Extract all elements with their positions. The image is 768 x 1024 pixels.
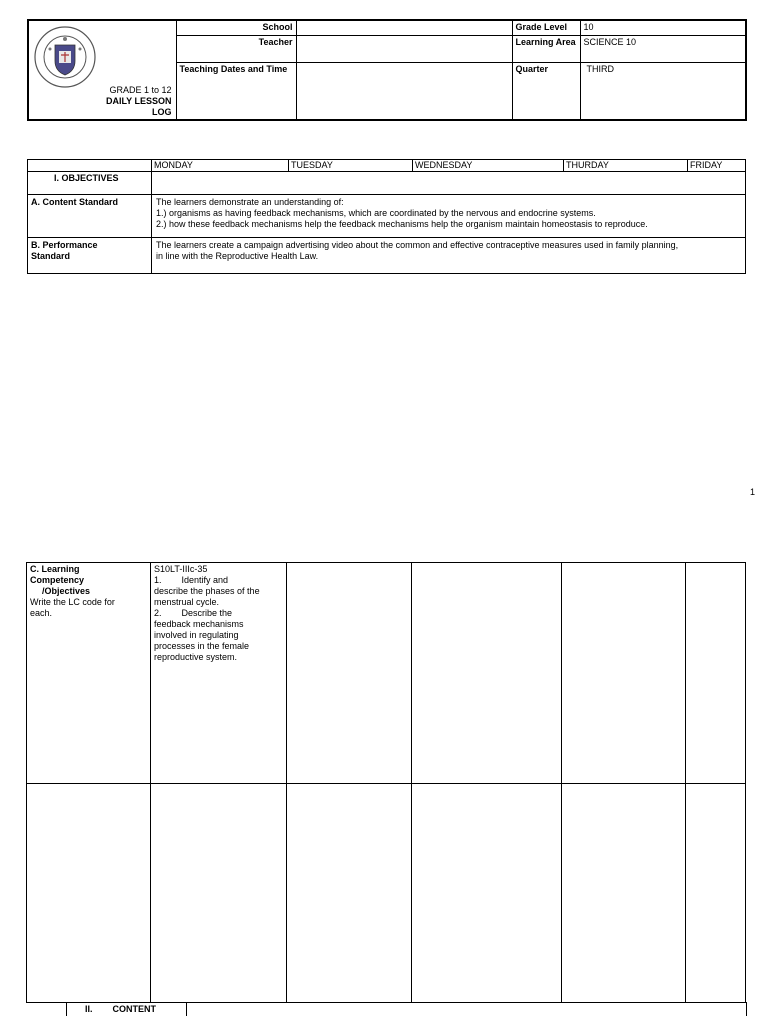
lc-code: S10LT-IIIc-35 (154, 564, 208, 574)
blank-label-cell (27, 784, 151, 1003)
teacher-value[interactable] (296, 36, 512, 63)
competency-label-line3: /Objectives (42, 586, 91, 596)
teacher-label: Teacher (176, 36, 296, 63)
performance-standard-text (152, 238, 746, 274)
content-standard-line: 1.) organisms as having feedback mechanisms, which are coordinated by the nervous and endocrine systems. (156, 208, 596, 218)
objectives-heading-fill (152, 172, 746, 195)
content-standard-line: 2.) how these feedback mechanisms help the feedback mechanisms help the organism maintain homeostasis to reproduce. (156, 219, 648, 229)
performance-standard-line: in line with the Reproductive Health Law. (156, 251, 319, 261)
content-table (66, 1002, 747, 1016)
content-standard-text (152, 195, 746, 238)
competency-thursday-cell (562, 563, 686, 784)
blank-friday-cell (686, 784, 746, 1003)
objective-line: feedback mechanisms (154, 619, 244, 629)
objectives-table (27, 159, 746, 274)
objective-line: 2. Describe the (154, 608, 233, 618)
day-header-thursday: THURDAY (564, 160, 688, 172)
blank-wednesday-cell (412, 784, 562, 1003)
performance-standard-label-line2: Standard (31, 251, 71, 261)
competency-tuesday-cell (287, 563, 412, 784)
learning-area-label: Learning Area (512, 36, 580, 63)
day-header-tuesday: TUESDAY (289, 160, 413, 172)
content-standard-line: The learners demonstrate an understanding of: (156, 197, 344, 207)
dates-value[interactable] (296, 63, 512, 121)
competency-note-line2: each. (30, 608, 53, 618)
log-title-line1: DAILY LESSON (105, 96, 172, 106)
objective-line: menstrual cycle. (154, 597, 220, 607)
school-label: School (176, 20, 296, 36)
competency-label-line2: Competency (30, 575, 85, 585)
deped-seal-logo (33, 25, 97, 89)
grade-line: GRADE 1 to 12 (109, 85, 172, 95)
header-table (27, 19, 747, 121)
day-header-wednesday: WEDNESDAY (413, 160, 564, 172)
log-title-line2: LOG (152, 107, 172, 117)
school-value[interactable] (296, 20, 512, 36)
dates-label: Teaching Dates and Time (176, 63, 296, 121)
quarter-value[interactable]: THIRD (580, 63, 746, 121)
objective-line: reproductive system. (154, 652, 238, 662)
content-heading-fill (187, 1003, 747, 1017)
competency-friday-cell (686, 563, 746, 784)
competency-wednesday-cell (412, 563, 562, 784)
learning-area-value[interactable]: SCIENCE 10 (580, 36, 746, 63)
objective-line: describe the phases of the (154, 586, 260, 596)
content-standard-label: A. Content Standard (28, 195, 152, 238)
grade-level-value[interactable]: 10 (580, 20, 746, 36)
performance-standard-line: The learners create a campaign advertising video about the common and effective contraceptive measures used in family planning, (156, 240, 679, 250)
objective-line: 1. Identify and (154, 575, 229, 585)
objective-line: processes in the female (154, 641, 250, 651)
day-header-monday: MONDAY (152, 160, 289, 172)
blank-thursday-cell (562, 784, 686, 1003)
day-header-friday: FRIDAY (688, 160, 746, 172)
blank-tuesday-cell (287, 784, 412, 1003)
objectives-heading: I. OBJECTIVES (28, 172, 152, 195)
content-heading: II. CONTENT (67, 1003, 187, 1017)
quarter-label: Quarter (512, 63, 580, 121)
objective-line: involved in regulating (154, 630, 239, 640)
corner-cell (28, 160, 152, 172)
grade-level-label: Grade Level (512, 20, 580, 36)
page-number: 1 (750, 487, 756, 497)
competency-label-line1: C. Learning (30, 564, 80, 574)
blank-monday-cell (151, 784, 287, 1003)
logo-cell (28, 20, 176, 120)
competency-monday-cell (151, 563, 287, 784)
performance-standard-label-line1: B. Performance (31, 240, 98, 250)
competency-label-cell (27, 563, 151, 784)
performance-standard-label (28, 238, 152, 274)
competency-note-line1: Write the LC code for (30, 597, 115, 607)
competency-table (26, 562, 746, 1003)
